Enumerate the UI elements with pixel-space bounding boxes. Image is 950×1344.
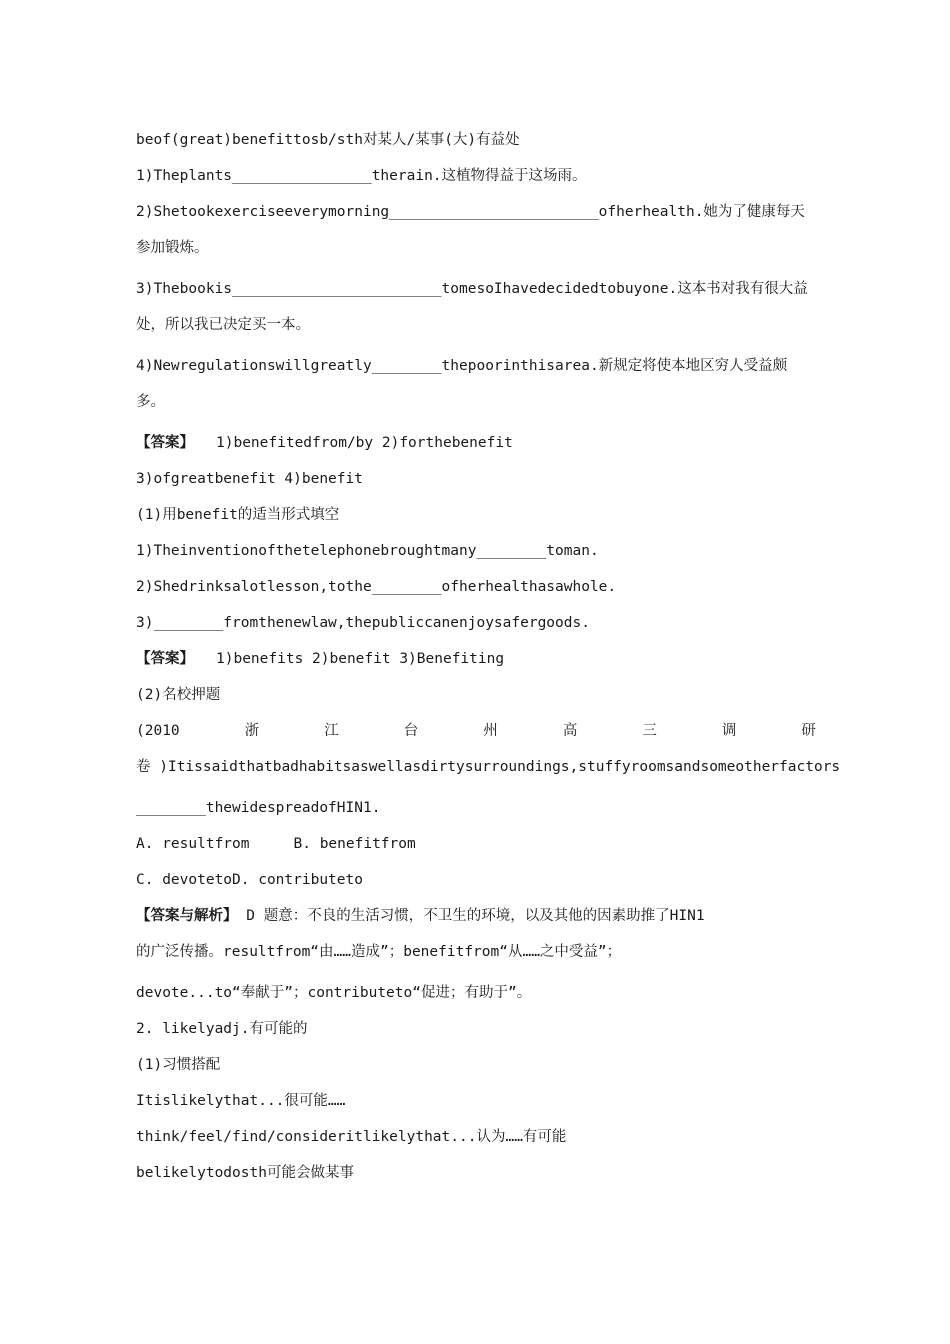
document-page [136,122,841,1191]
text-line: belikelytodosth可能会做某事 [136,1165,354,1181]
text-line: Itislikelythat...很可能…… [136,1093,346,1109]
source-part: 州 [483,723,498,739]
exercise-line: 2)Shetookexerciseeverymorning________________________ofherhealth.她为了健康每天 [136,204,805,220]
explanation-text: D 题意：不良的生活习惯，不卫生的环境，以及其他的因素助推了HIN1 [237,908,705,924]
answer-text: 1)benefits 2)benefit 3)Benefiting [216,651,505,667]
section-heading: (1)用benefit的适当形式填空 [136,507,340,523]
source-part: 三 [642,723,657,739]
source-part: 浙 [244,723,260,739]
source-part: 高 [562,723,578,739]
answer-line-continued: 3)ofgreatbenefit 4)benefit [136,471,363,487]
exercise-line-continued: 参加锻炼。 [136,240,209,256]
exercise-line: 1)Theinventionofthetelephonebroughtmany________toman. [136,543,599,559]
explanation-line-continued: 的广泛传播。resultfrom“由……造成”；benefitfrom“从……之中受益”； [136,944,622,960]
question-line: ________thewidespreadofHIN1. [136,800,381,816]
answer-text: 1)benefitedfrom/by 2)forthebenefit [216,435,513,451]
section-heading: (2)名校押题 [136,687,221,703]
option-b: B. benefitfrom [293,836,416,852]
source-part: 研 [801,723,816,739]
exercise-line: 3)Thebookis________________________tomesoIhavedecidedtobuyone.这本书对我有很大益 [136,281,808,297]
section-heading: 2. likelyadj.有可能的 [136,1021,308,1037]
option-a: A. resultfrom [136,836,250,852]
question-line: 卷 )Itissaidthatbadhabitsaswellasdirtysurroundings,stuffyroomsandsomeotherfactors [136,759,841,775]
answer-label: 【答案】 [136,435,194,451]
answer-label: 【答案】 [136,651,194,667]
exercise-line-continued: 多。 [136,394,165,410]
source-part: (2010 [136,723,180,739]
exercise-line: 4)Newregulationswillgreatly________thepoorinthisarea.新规定将使本地区穷人受益颇 [136,358,788,374]
explanation-line [136,898,816,934]
explanation-line-continued: devote...to“奉献于”；contributeto“促进；有助于”。 [136,985,532,1001]
exercise-line-continued: 处，所以我已决定买一本。 [136,317,310,333]
options-line: C. devotetoD. contributeto [136,872,363,888]
answer-line [136,641,816,677]
source-part: 调 [721,723,737,739]
text-line: think/feel/find/consideritlikelythat...认为……有可能 [136,1129,567,1145]
exercise-line: 3)________fromthenewlaw,thepubliccanenjoysafergoods. [136,615,590,631]
options-line [136,826,816,862]
source-line [136,713,816,749]
exercise-line: 2)Shedrinksalotlesson,tothe________ofherhealthasawhole. [136,579,617,595]
answer-line [136,425,816,461]
section-heading: (1)习惯搭配 [136,1057,221,1073]
source-part: 江 [324,723,339,739]
source-part: 台 [403,723,419,739]
text-line: beof(great)benefittosb/sth对某人/某事(大)有益处 [136,132,520,148]
explanation-label: 【答案与解析】 [136,908,238,924]
exercise-line: 1)Theplants________________therain.这植物得益于这场雨。 [136,168,587,184]
